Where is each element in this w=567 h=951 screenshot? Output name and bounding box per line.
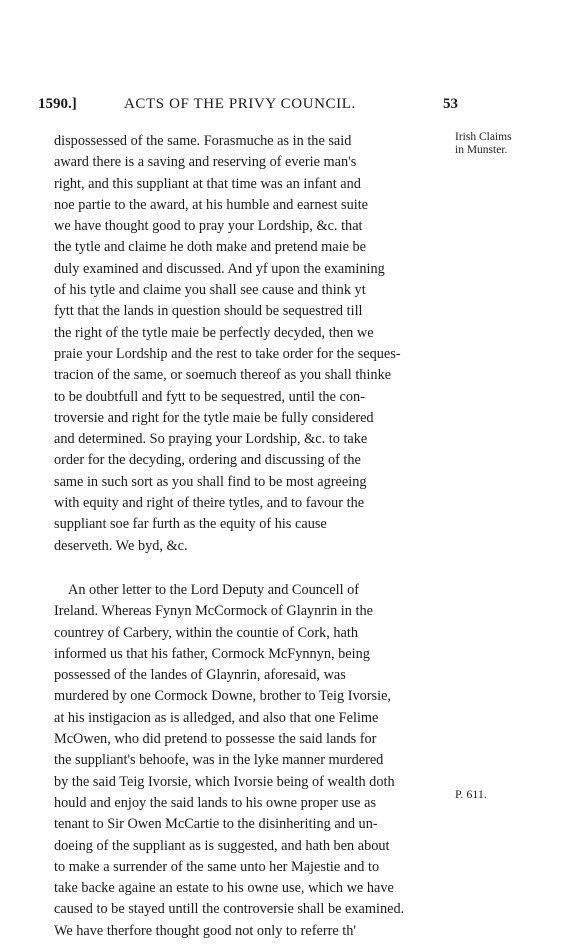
header-year: 1590.] bbox=[38, 96, 77, 112]
page-number: 53 bbox=[443, 96, 458, 112]
text-line: countrey of Carbery, within the countie of Cork, hath bbox=[54, 624, 358, 641]
text-line: caused to be stayed untill the controversie shall be examined. bbox=[54, 901, 405, 918]
document-body bbox=[54, 131, 448, 942]
text-line: at his instigacion as is alledged, and also that one Felime bbox=[54, 709, 379, 726]
text-line: troversie and right for the tytle maie be fully considered bbox=[54, 409, 374, 426]
text-line: to be doubtfull and fytt to be sequestred, until the con- bbox=[54, 388, 365, 405]
text-line: informed us that his father, Cormock McFynnyn, being bbox=[54, 645, 370, 662]
text-line: We have therfore thought good not only to referre th' bbox=[54, 922, 356, 939]
text-line: the right of the tytle maie be perfectly decyded, then we bbox=[54, 324, 374, 341]
margin-note-irish-claims bbox=[455, 131, 512, 157]
text-line: McOwen, who did pretend to possesse the said lands for bbox=[54, 731, 377, 748]
text-line: suppliant soe far furth as the equity of his cause bbox=[54, 516, 327, 533]
text-line: doeing of the suppliant as is suggested, and hath ben about bbox=[54, 837, 390, 854]
text-line: take backe againe an estate to his owne use, which we have bbox=[54, 880, 394, 897]
paragraph-1 bbox=[54, 131, 448, 557]
text-line: Ireland. Whereas Fynyn McCormock of Glaynrin in the bbox=[54, 603, 373, 620]
margin-note-page-ref: P. 611. bbox=[455, 787, 487, 801]
margin-note-line: Irish Claims bbox=[455, 131, 512, 143]
paragraph-gap bbox=[54, 557, 448, 580]
text-line: deserveth. We byd, &c. bbox=[54, 537, 188, 554]
text-line: right, and this suppliant at that time was an infant and bbox=[54, 175, 361, 192]
text-line: An other letter to the Lord Deputy and Councell of bbox=[68, 581, 360, 598]
text-line: murdered by one Cormock Downe, brother to Teig Ivorsie, bbox=[54, 688, 392, 705]
text-line: duly examined and discussed. And yf upon the examining bbox=[54, 260, 385, 277]
text-line: praie your Lordship and the rest to take order for the seques- bbox=[54, 345, 401, 362]
text-line: the tytle and claime he doth make and pretend maie be bbox=[54, 239, 367, 256]
text-line: tracion of the same, or soemuch thereof as you shall thinke bbox=[54, 367, 392, 384]
text-line: of his tytle and claime you shall see cause and think yt bbox=[54, 282, 366, 299]
paragraph-2 bbox=[54, 580, 448, 942]
text-line: noe partie to the award, at his humble and earnest suite bbox=[54, 196, 369, 213]
text-line: tenant to Sir Owen McCartie to the disinheriting and un- bbox=[54, 816, 378, 833]
text-line: award there is a saving and reserving of everie man's bbox=[54, 154, 357, 171]
page-header bbox=[38, 96, 458, 118]
text-line: and determined. So praying your Lordship, &c. to take bbox=[54, 431, 368, 448]
text-line: fytt that the lands in question should be sequestred till bbox=[54, 303, 363, 320]
running-title: ACTS OF THE PRIVY COUNCIL. bbox=[124, 96, 356, 112]
text-line: we have thought good to pray your Lordship, &c. that bbox=[54, 218, 363, 235]
text-line: possessed of the landes of Glaynrin, aforesaid, was bbox=[54, 667, 346, 684]
text-line: by the said Teig Ivorsie, which Ivorsie being of wealth doth bbox=[54, 773, 395, 790]
margin-note-line: in Munster. bbox=[455, 144, 508, 156]
text-line: dispossessed of the same. Forasmuche as in the said bbox=[54, 133, 352, 149]
text-line: hould and enjoy the said lands to his owne proper use as bbox=[54, 794, 377, 811]
text-line: the suppliant's behoofe, was in the lyke manner murdered bbox=[54, 752, 384, 769]
text-line: with equity and right of theire tytles, and to favour the bbox=[54, 495, 365, 512]
text-line: same in such sort as you shall find to be most agreeing bbox=[54, 473, 367, 490]
text-line: order for the decyding, ordering and discussing of the bbox=[54, 452, 361, 469]
text-line: to make a surrender of the same unto her Majestie and to bbox=[54, 858, 380, 875]
